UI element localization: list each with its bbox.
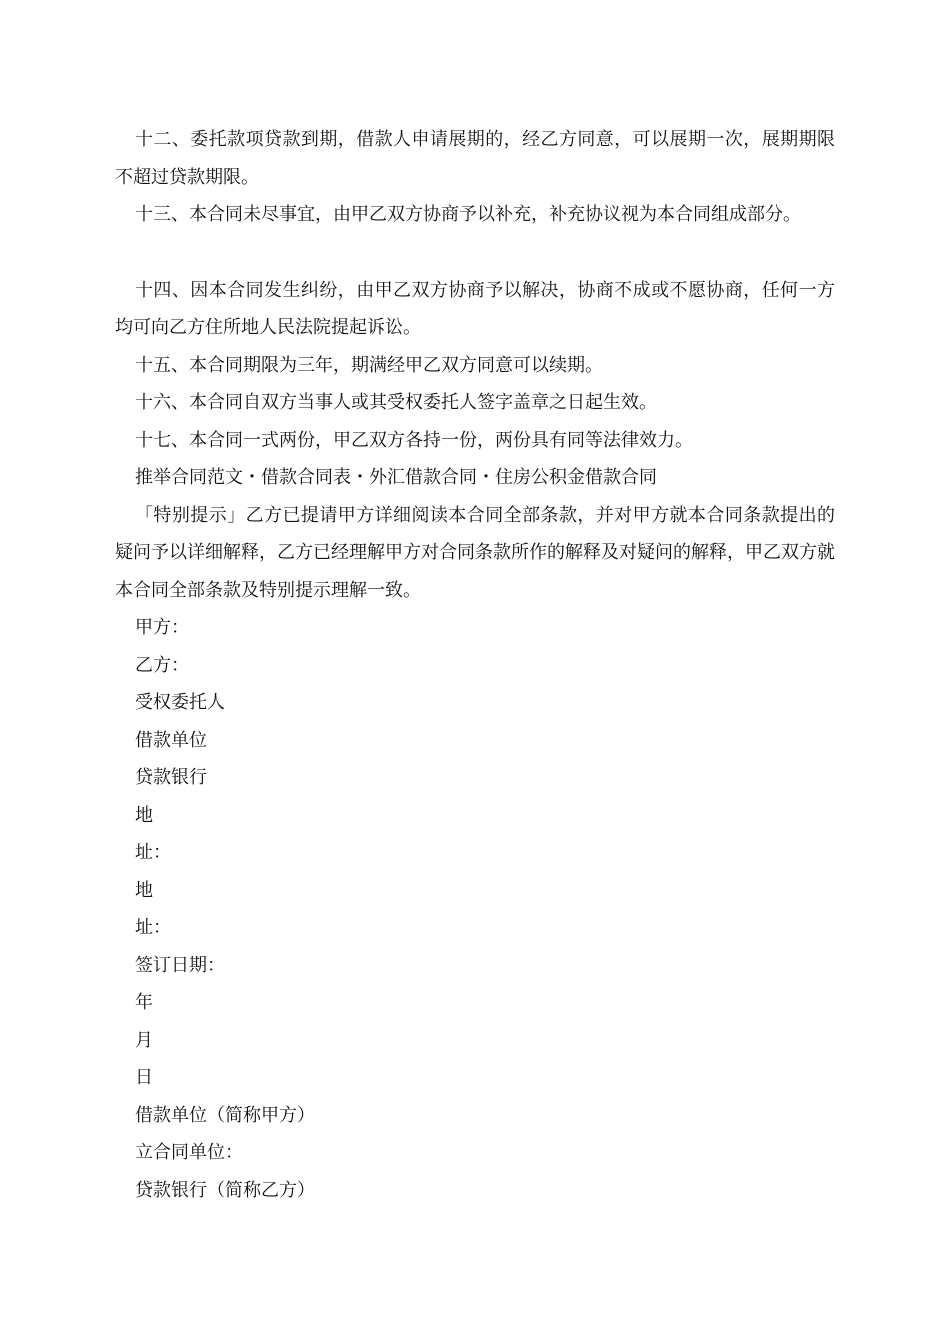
- address-label-part-2: 址：: [135, 842, 171, 863]
- recommended-templates: 推举合同范文・借款合同表・外汇借款合同・住房公积金借款合同: [135, 467, 657, 488]
- contracting-unit-label: 立合同单位：: [135, 1142, 243, 1163]
- borrower-unit-party-a-label: 借款单位（简称甲方）: [135, 1104, 315, 1126]
- signing-date-label: 签订日期：: [135, 954, 225, 976]
- contract-body: [115, 121, 835, 1209]
- party-a-label: 甲方：: [135, 617, 189, 638]
- blank-line: [115, 234, 835, 272]
- borrower-unit-label: 借款单位: [135, 729, 207, 751]
- clause-12: 十二、委托款项贷款到期，借款人申请展期的，经乙方同意，可以展期一次，展期期限不超过贷款期限。: [115, 129, 835, 188]
- day-label: 日: [135, 1067, 153, 1088]
- lending-bank-party-b-label: 贷款银行（简称乙方）: [135, 1179, 315, 1201]
- lending-bank-label: 贷款银行: [135, 767, 207, 788]
- special-notice: 「特别提示」乙方已提请甲方详细阅读本合同全部条款，并对甲方就本合同条款提出的疑问予以详细解释，乙方已经理解甲方对合同条款所作的解释及对疑问的解释，甲乙双方就本合同全部条款及特别提示理解一致。: [115, 504, 835, 601]
- clause-15: 十五、本合同期限为三年，期满经甲乙双方同意可以续期。: [135, 354, 603, 376]
- address-label-part-1-second: 地: [135, 879, 153, 901]
- clause-17: 十七、本合同一式两份，甲乙双方各持一份，两份具有同等法律效力。: [135, 429, 693, 451]
- month-label: 月: [135, 1029, 153, 1051]
- clause-16: 十六、本合同自双方当事人或其受权委托人签字盖章之日起生效。: [135, 392, 657, 413]
- clause-13: 十三、本合同未尽事宜，由甲乙双方协商予以补充，补充协议视为本合同组成部分。: [135, 204, 801, 225]
- clause-14: 十四、因本合同发生纠纷，由甲乙双方协商予以解决，协商不成或不愿协商，任何一方均可向乙方住所地人民法院提起诉讼。: [115, 279, 835, 338]
- address-label-part-1: 地: [135, 804, 153, 826]
- year-label: 年: [135, 992, 153, 1013]
- address-label-part-2-second: 址：: [135, 917, 171, 938]
- party-b-label: 乙方：: [135, 654, 189, 676]
- authorized-agent-label: 受权委托人: [135, 692, 225, 713]
